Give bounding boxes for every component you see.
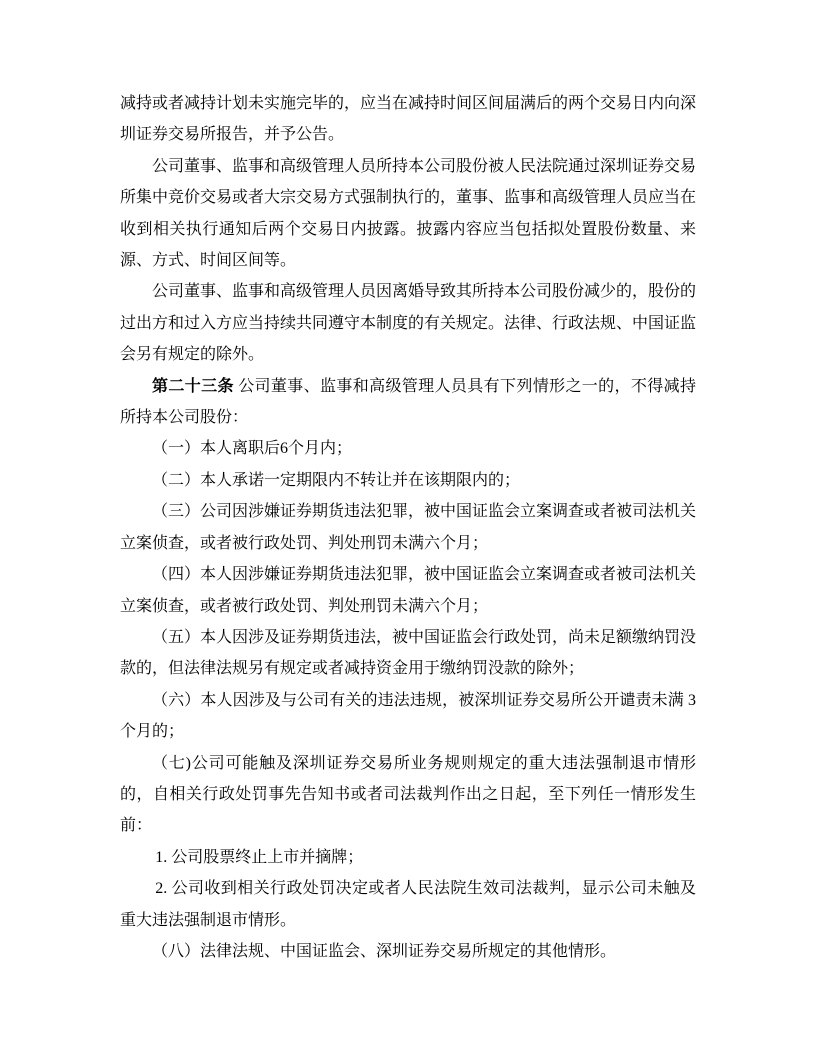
para-text: 减持或者减持计划未实施完毕的，应当在减持时间区间届满后的两个交易日内向深圳证券交易所报告，并予公告。 — [120, 95, 697, 144]
item-4-personal-investigation — [120, 559, 696, 622]
item-text: （七)公司可能触及深圳证券交易所业务规则规定的重大违法强制退市情形的，自相关行政处罚事先告知书或者司法裁判作出之日起，至下列任一情形发生前： — [120, 754, 696, 835]
para-text: 公司董事、监事和高级管理人员因离婚导致其所持本公司股份减少的，股份的过出方和过入方应当持续共同遵守本制度的有关规定。法律、行政法规、中国证监会另有规定的除外。 — [120, 283, 697, 364]
item-text: （三）公司因涉嫌证券期货违法犯罪，被中国证监会立案调查或者被司法机关立案侦查，或者被行政处罚、判处刑罚未满六个月； — [120, 503, 697, 552]
item-5-unpaid-penalty — [120, 622, 696, 685]
article-23-number: 第二十三条 — [152, 377, 234, 395]
item-6-public-censure — [120, 685, 696, 748]
item-text: （二）本人承诺一定期限内不转让并在该期限内的； — [152, 471, 521, 489]
article-23-body: 公司董事、监事和高级管理人员具有下列情形之一的，不得减持所持本公司股份： — [120, 377, 696, 427]
subitem-text: 1. 公司股票终止上市并摘牌； — [155, 848, 364, 866]
subitem-text: 2. 公司收到相关行政处罚决定或者人民法院生效司法裁判，显示公司未触及重大违法强制退市情形。 — [120, 880, 696, 929]
para-text: 公司董事、监事和高级管理人员所持本公司股份被人民法院通过深圳证券交易所集中竞价交易或者大宗交易方式强制执行的，董事、监事和高级管理人员应当在收到相关执行通知后两个交易日内披露。披露内容应当包括拟处置股份数量、来源、方式、时间区间等。 — [120, 157, 697, 270]
subitem-1-stock-delisted — [120, 842, 696, 873]
subitem-2-no-delisting-found — [120, 873, 696, 936]
para-enforced-execution-disclosure — [120, 151, 696, 277]
item-3-company-investigation — [120, 496, 696, 559]
item-text: （八）法律法规、中国证监会、深圳证券交易所规定的其他情形。 — [152, 942, 617, 960]
item-text: （一）本人离职后6个月内； — [152, 440, 353, 458]
item-2-commitment-period — [120, 465, 696, 496]
item-text: （五）本人因涉及证券期货违法，被中国证监会行政处罚，尚未足额缴纳罚没款的，但法律法规另有规定或者减持资金用于缴纳罚没款的除外； — [120, 628, 697, 678]
item-1-resignation — [120, 433, 696, 464]
item-text: （四）本人因涉嫌证券期货违法犯罪，被中国证监会立案调查或者被司法机关立案侦查，或者被行政处罚、判处刑罚未满六个月； — [120, 566, 697, 615]
item-7-delisting-risk — [120, 748, 696, 842]
item-8-other-circumstances — [120, 936, 696, 967]
para-divorce-share-transfer — [120, 276, 696, 370]
item-text: （六）本人因涉及与公司有关的违法违规，被深圳证券交易所公开谴责未满 3个月的； — [120, 691, 696, 741]
para-article-23 — [120, 371, 696, 434]
para-continuation-report — [120, 88, 696, 151]
